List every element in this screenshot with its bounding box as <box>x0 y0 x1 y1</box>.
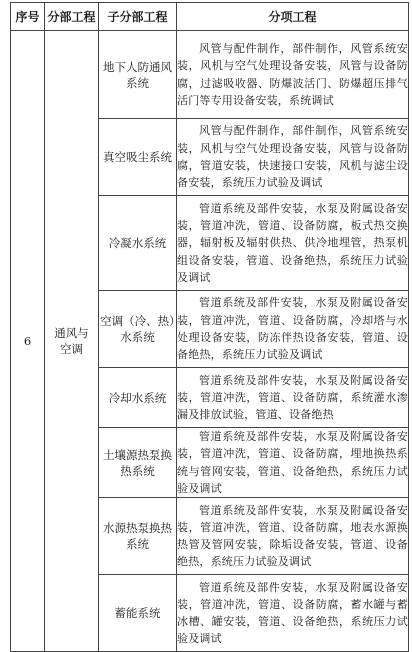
table-row <box>11 31 409 119</box>
department-cell-wrap <box>45 31 99 652</box>
department-name: 通风与空调 <box>54 326 89 357</box>
item-list: 管道系统及部件安装，水泵及附属设备安装，管道冲洗，管道、设备防腐，埋地换热系统与管网安装，管道、设备绝热，系统压力试验及调试 <box>177 428 409 498</box>
row-number: 6 <box>11 31 45 652</box>
sub-department-name: 空调（冷、热）水系统 <box>99 291 177 368</box>
header-items: 分项工程 <box>177 3 409 31</box>
engineering-division-table <box>10 2 409 652</box>
sub-department-name: 冷却水系统 <box>99 368 177 428</box>
sub-department-name: 蓄能系统 <box>99 575 177 652</box>
header-no: 序号 <box>11 3 45 31</box>
item-list: 管道系统及部件安装，水泵及附属设备安装，管道冲洗，管道、设备防腐，板式热交换器，辐射板及辐射供热、供冷地埋管，热泵机组设备安装，管道、设备绝热，系统压力试验及调试 <box>177 196 409 291</box>
header-sub-department: 子分部工程 <box>99 3 177 31</box>
item-list: 管道系统及部件安装，水泵及附属设备安装，管道冲洗，管道、设备防腐，蓄水罐与蓄冰槽、罐安装，管道、设备绝热，系统压力试验及调试 <box>177 575 409 652</box>
sub-department-name: 土壤源热泵换热系统 <box>99 428 177 498</box>
item-list: 风管与配件制作，部件制作，风管系统安装，风机与空气处理设备安装，风管与设备防腐，管道安装，快速接口安装，风机与滤尘设备安装，系统压力试验及调试 <box>177 119 409 196</box>
sub-department-name: 冷凝水系统 <box>99 196 177 291</box>
sub-department-name: 真空吸尘系统 <box>99 119 177 196</box>
sub-department-name: 水源热泵换热系统 <box>99 498 177 575</box>
item-list: 管道系统及部件安装，水泵及附属设备安装，管道冲洗，管道、设备防腐，冷却塔与水处理设备安装，防冻伴热设备安装，管道、设备绝热，系统压力试验及调试 <box>177 291 409 368</box>
table-header-row <box>11 3 409 31</box>
item-list: 风管与配件制作，部件制作，风管系统安装，风机与空气处理设备安装，风管与设备防腐，过滤吸收器、防爆波活门、防爆超压排气活门等专用设备安装，系统调试 <box>177 31 409 119</box>
item-list: 管道系统及部件安装，水泵及附属设备安装，管道冲洗，管道、设备防腐，地表水源换热管及管网安装，除垢设备安装，管道、设备绝热，系统压力试验及调试 <box>177 498 409 575</box>
item-list: 管道系统及部件安装，水泵及附属设备安装，管道冲洗，管道、设备防腐，系统灌水渗漏及排放试验，管道、设备绝热 <box>177 368 409 428</box>
sub-department-name: 地下人防通风系统 <box>99 31 177 119</box>
header-department: 分部工程 <box>45 3 99 31</box>
